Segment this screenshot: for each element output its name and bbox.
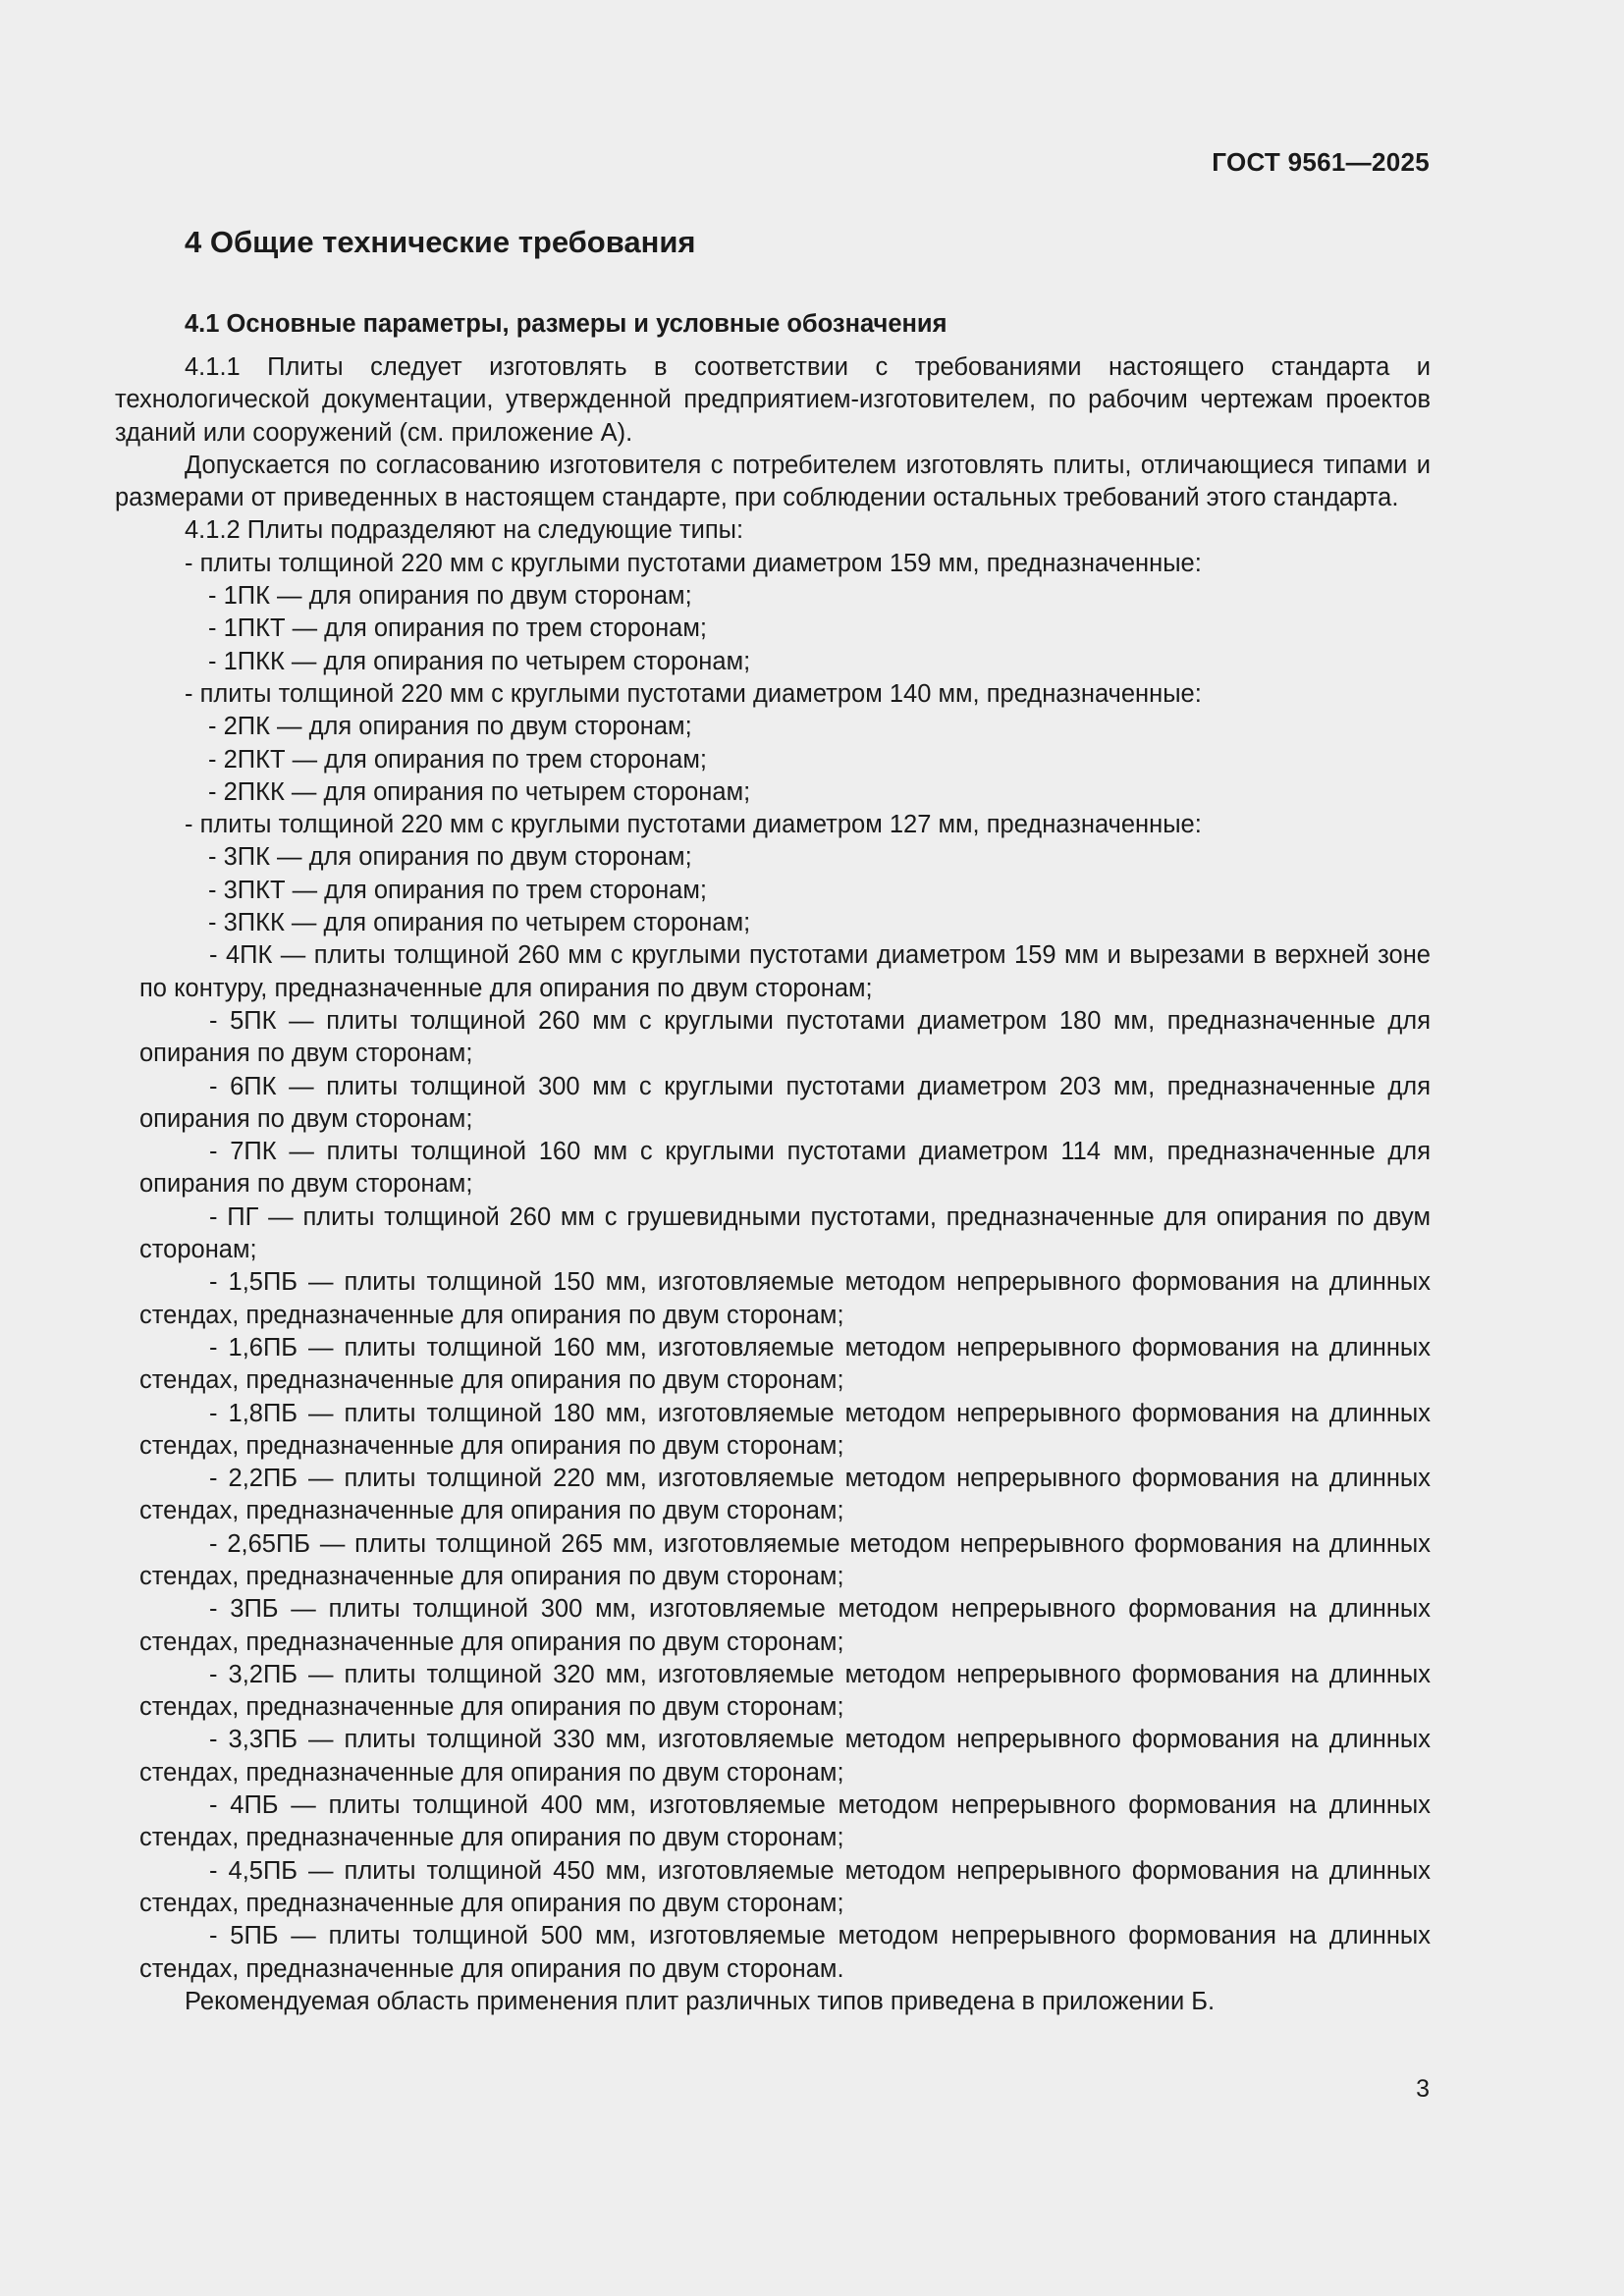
list-item: - 3ПКК — для опирания по четырем сторонам; xyxy=(208,909,751,937)
list-item: - 1ПКК — для опирания по четырем сторонам; xyxy=(208,647,751,675)
group-label: - плиты толщиной 220 мм с круглыми пустотами диаметром 140 мм, предназначенные: xyxy=(185,679,1202,708)
list-item: - 1ПК — для опирания по двум сторонам; xyxy=(208,582,692,611)
section-title: 4 Общие технические требования xyxy=(185,225,696,259)
list-item: - 2ПКК — для опирания по четырем сторонам; xyxy=(208,777,751,806)
list-item: - 1ПКТ — для опирания по трем сторонам; xyxy=(208,614,707,643)
type-item: - 1,8ПБ — плиты толщиной 180 мм, изготовляемые методом непрерывного формования на длинных стендах, предназначенные для опирания по двум сторонам; xyxy=(139,1399,1431,1460)
type-item: - 4,5ПБ — плиты толщиной 450 мм, изготовляемые методом непрерывного формования на длинных стендах, предназначенные для опирания по двум сторонам; xyxy=(139,1856,1431,1917)
paragraph-allowance: Допускается по согласованию изготовителя с потребителем изготовлять плиты, отличающиеся типами и размерами от приведенных в настоящем стандарте, при соблюдении остальных требований этого стандарта. xyxy=(115,451,1431,512)
list-item: - 2ПК — для опирания по двум сторонам; xyxy=(208,713,692,741)
document-id: ГОСТ 9561—2025 xyxy=(1212,147,1430,177)
list-item: - 3ПК — для опирания по двум сторонам; xyxy=(208,843,692,872)
list-item: - 3ПКТ — для опирания по трем сторонам; xyxy=(208,876,707,904)
type-item: - 5ПБ — плиты толщиной 500 мм, изготовляемые методом непрерывного формования на длинных стендах, предназначенные для опирания по двум сторонам. xyxy=(139,1922,1431,1983)
type-item: - 7ПК — плиты толщиной 160 мм с круглыми пустотами диаметром 114 мм, предназначенные для опирания по двум сторонам; xyxy=(139,1138,1431,1199)
type-item: - 3,3ПБ — плиты толщиной 330 мм, изготовляемые методом непрерывного формования на длинных стендах, предназначенные для опирания по двум сторонам; xyxy=(139,1726,1431,1787)
type-item: - 3ПБ — плиты толщиной 300 мм, изготовляемые методом непрерывного формования на длинных стендах, предназначенные для опирания по двум сторонам; xyxy=(139,1595,1431,1656)
type-item: - 2,2ПБ — плиты толщиной 220 мм, изготовляемые методом непрерывного формования на длинных стендах, предназначенные для опирания по двум сторонам; xyxy=(139,1465,1431,1525)
type-item: - 4ПБ — плиты толщиной 400 мм, изготовляемые методом непрерывного формования на длинных стендах, предназначенные для опирания по двум сторонам; xyxy=(139,1791,1431,1852)
type-item: - 3,2ПБ — плиты толщиной 320 мм, изготовляемые методом непрерывного формования на длинных стендах, предназначенные для опирания по двум сторонам; xyxy=(139,1660,1431,1722)
paragraph-4-1-2: 4.1.2 Плиты подразделяют на следующие типы: xyxy=(185,516,744,545)
paragraph-closing: Рекомендуемая область применения плит различных типов приведена в приложении Б. xyxy=(185,1987,1216,2015)
group-label: - плиты толщиной 220 мм с круглыми пустотами диаметром 159 мм, предназначенные: xyxy=(185,549,1202,577)
type-item: - 1,5ПБ — плиты толщиной 150 мм, изготовляемые методом непрерывного формования на длинных стендах, предназначенные для опирания по двум сторонам; xyxy=(139,1268,1431,1329)
group-label: - плиты толщиной 220 мм с круглыми пустотами диаметром 127 мм, предназначенные: xyxy=(185,811,1202,839)
type-item: - 6ПК — плиты толщиной 300 мм с круглыми пустотами диаметром 203 мм, предназначенные для опирания по двум сторонам; xyxy=(139,1072,1431,1133)
page-number: 3 xyxy=(1416,2075,1430,2103)
subsection-title: 4.1 Основные параметры, размеры и условные обозначения xyxy=(185,310,947,338)
type-item: - ПГ — плиты толщиной 260 мм с грушевидными пустотами, предназначенные для опирания по двум сторонам; xyxy=(139,1202,1431,1264)
type-item: - 1,6ПБ — плиты толщиной 160 мм, изготовляемые методом непрерывного формования на длинных стендах, предназначенные для опирания по двум сторонам; xyxy=(139,1333,1431,1395)
type-item: - 2,65ПБ — плиты толщиной 265 мм, изготовляемые методом непрерывного формования на длинных стендах, предназначенные для опирания по двум сторонам; xyxy=(139,1529,1431,1590)
list-item: - 2ПКТ — для опирания по трем сторонам; xyxy=(208,745,707,774)
body-text xyxy=(115,351,1431,2018)
type-item: - 4ПК — плиты толщиной 260 мм с круглыми пустотами диаметром 159 мм и вырезами в верхней зоне по контуру, предназначенные для опирания по двум сторонам; xyxy=(139,941,1431,1002)
type-item: - 5ПК — плиты толщиной 260 мм с круглыми пустотами диаметром 180 мм, предназначенные для опирания по двум сторонам; xyxy=(139,1006,1431,1068)
paragraph-4-1-1: 4.1.1 Плиты следует изготовлять в соответствии с требованиями настоящего стандарта и технологической документации, утвержденной предприятием-изготовителем, по рабочим чертежам проектов зданий или сооружений (см. приложение А). xyxy=(115,353,1431,447)
